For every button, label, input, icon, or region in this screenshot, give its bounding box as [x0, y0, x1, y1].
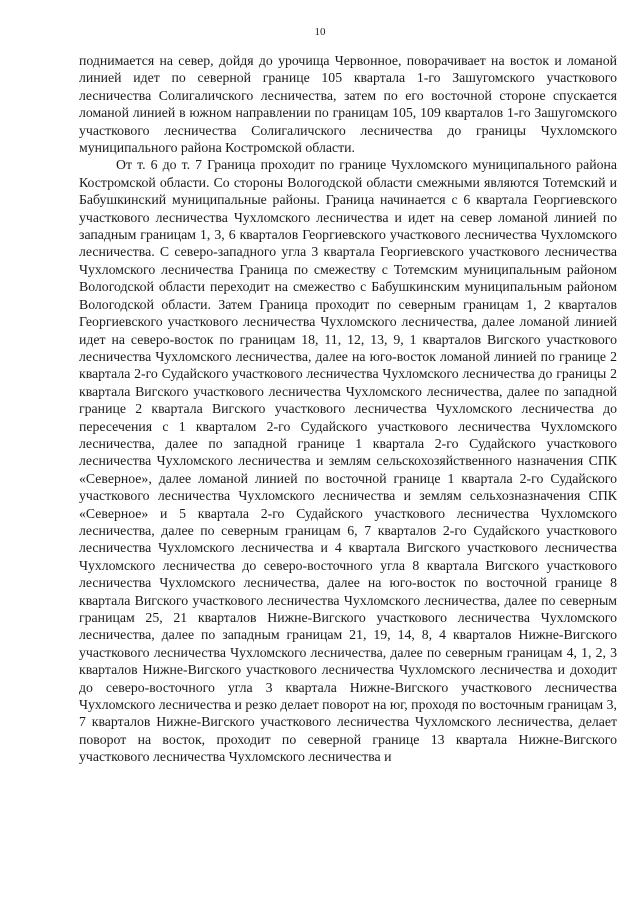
page-number: 10 [314, 26, 326, 38]
document-body [79, 52, 617, 766]
paragraph-continuation: поднимается на север, дойдя до урочища Червонное, поворачивает на восток и ломаной линией идет по северной границе 105 квартала 1-го Зашугомского участкового лесничества Солигаличского лесничества, затем по его восточной стороне спускается ломаной линией в южном направлении по границам 105, 109 кварталов 1-го Зашугомского участкового лесничества Солигаличского лесничества до границы Чухломского муниципального района Костромской области. [79, 53, 617, 156]
paragraph-boundary-point-6-7: От т. 6 до т. 7 Граница проходит по границе Чухломского муниципального района Костромской области. Со стороны Вологодской области смежными являются Тотемский и Бабушкинский муниципальные районы. Граница начинается с 6 квартала Георгиевского участкового лесничества Чухломского лесничества и идет на север ломаной линией по западным границам 1, 3, 6 кварталов Георгиевского участкового лесничества Чухломского лесничества. С северо-западного угла 3 квартала Георгиевского участкового лесничества Чухломского лесничества Граница по смежеству с Тотемским муниципальным районом Вологодской области переходит на смежество с Бабушкинским муниципальным районом Вологодской области. Затем Граница проходит по северным границам 1, 2 кварталов Георгиевского участкового лесничества Чухломского лесничества, далее ломаной линией идет на северо-восток по границам 18, 11, 12, 13, 9, 1 кварталов Вигского участкового лесничества Чухломского лесничества, далее на юго-восток ломаной линией по границе 2 квартала 2-го Судайского участкового лесничества Чухломского лесничества до границы 2 квартала Вигского участкового лесничества Чухломского лесничества, далее по западной границе 2 квартала Вигского участкового лесничества Чухломского лесничества до пересечения с 1 кварталом 2-го Судайского участкового лесничества Чухломского лесничества, далее по западной границе 1 квартала 2-го Судайского участкового лесничества Чухломского лесничества и землям сельскохозяйственного назначения СПК «Северное», далее ломаной линией по восточной границе 1 квартала 2-го Судайского участкового лесничества Чухломского лесничества и землям сельхозназначения СПК «Северное» и 5 квартала 2-го Судайского участкового лесничества Чухломского лесничества, далее по северным границам 6, 7 кварталов 2-го Судайского участкового лесничества Чухломского лесничества и 4 квартала Вигского участкового лесничества Чухломского лесничества до северо-восточного угла 8 квартала Вигского участкового лесничества Чухломского лесничества, далее на юго-восток по восточной границе 8 квартала Вигского участкового лесничества Чухломского лесничества, далее по северным границам 25, 21 кварталов Нижне-Вигского участкового лесничества Чухломского лесничества, далее по западным границам 21, 19, 14, 8, 4 кварталов Нижне-Вигского участкового лесничества Чухломского лесничества, далее по северным границам 4, 1, 2, 3 кварталов Нижне-Вигского участкового лесничества Чухломского лесничества и доходит до северо-восточного угла 3 квартала Нижне-Вигского участкового лесничества Чухломского лесничества и резко делает поворот на юг, проходя по восточным границам 3, 7 кварталов Нижне-Вигского участкового лесничества Чухломского лесничества, делает поворот на восток, проходит по северной границе 13 квартала Нижне-Вигского участкового лесничества Чухломского лесничества и [79, 157, 617, 765]
